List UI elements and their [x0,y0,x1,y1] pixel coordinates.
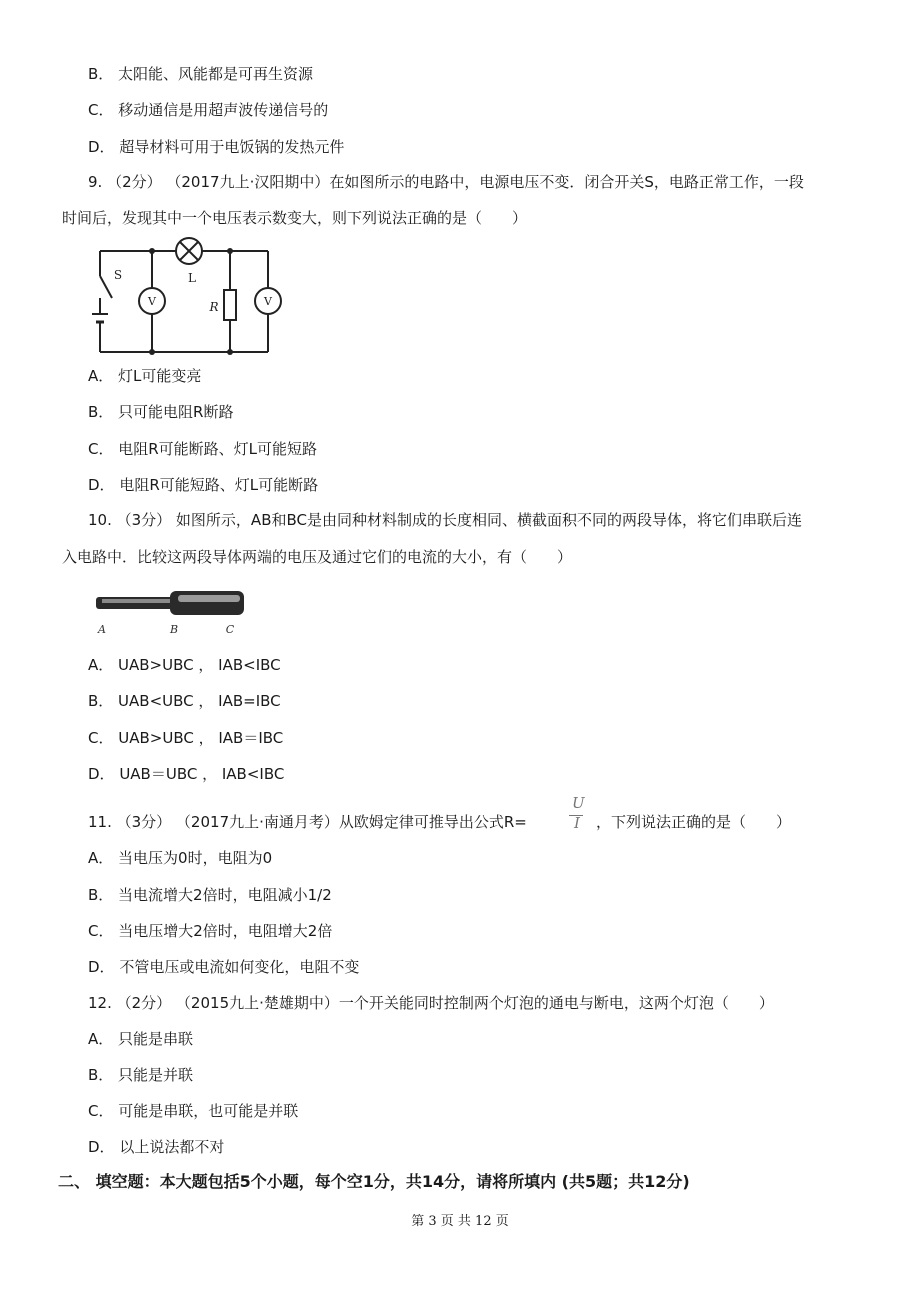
q11-stem: 11. （3分） （2017九上·南通月考）从欧姆定律可推导出公式R= [88,813,527,831]
q9-stem-cont: 时间后，发现其中一个电压表示数变大，则下列说法正确的是（ ） [62,209,528,227]
q10-option-b: B． UAB<UBC ， IAB=IBC [88,692,281,710]
q10-option-a: A． UAB>UBC ， IAB<IBC [88,656,281,674]
q10-option-c: C． UAB>UBC ， IAB＝IBC [88,729,284,747]
label-b: B [169,623,179,636]
conductor-diagram [92,588,252,640]
meter1-label: V [148,295,156,308]
q9-option-d: D． 电阻R可能短路、灯L可能断路 [88,476,319,494]
label-a: A [98,623,106,636]
q11-option-b: B． 当电流增大2倍时，电阻减小1/2 [88,886,332,904]
formula-numerator: U [572,794,585,812]
q10-option-d: D． UAB＝UBC ， IAB<IBC [88,765,285,783]
q10-stem: 10. （3分） 如图所示，AB和BC是由同种材料制成的长度相同、横截面积不同的两段导体，将它们串联后连 [88,511,802,529]
q9-option-b: B． 只可能电阻R断路 [88,403,234,421]
label-c: C [225,623,235,636]
q12-stem: 12. （2分） （2015九上·楚雄期中）一个开关能同时控制两个灯泡的通电与断电，这两个灯泡（ ） [88,994,774,1012]
q8-option-d: D． 超导材料可用于电饭锅的发热元件 [88,138,345,156]
q9-option-c: C． 电阻R可能断路、灯L可能短路 [88,440,318,458]
formula-denominator: I [574,814,580,832]
resistor-label: R [209,300,219,314]
q12-option-b: B． 只能是并联 [88,1066,194,1084]
q11-stem-tail: ，下列说法正确的是（ ） [596,813,792,831]
q12-option-c: C． 可能是串联，也可能是并联 [88,1102,299,1120]
switch-label: S [113,268,123,282]
circuit-diagram [88,234,288,358]
q9-option-a: A． 灯L可能变亮 [88,367,202,385]
q9-stem: 9. （2分） （2017九上·汉阳期中）在如图所示的电路中，电源电压不变．闭合开关S，电路正常工作，一段 [88,173,804,191]
q12-option-d: D． 以上说法都不对 [88,1138,225,1156]
q8-option-b: B． 太阳能、风能都是可再生资源 [88,65,314,83]
section-heading: 二、 填空题：本大题包括5个小题，每个空1分，共14分，请将所填内 (共5题；共12分) [58,1172,690,1191]
q12-option-a: A． 只能是串联 [88,1030,194,1048]
q11-option-a: A． 当电压为0时，电阻为0 [88,849,273,867]
q11-option-d: D． 不管电压或电流如何变化，电阻不变 [88,958,360,976]
q8-option-c: C． 移动通信是用超声波传递信号的 [88,101,329,119]
q11-option-c: C． 当电压增大2倍时，电阻增大2倍 [88,922,333,940]
meter2-label: V [264,295,272,308]
q10-stem-cont: 入电路中．比较这两段导体两端的电压及通过它们的电流的大小，有（ ） [62,548,573,566]
lamp-label: L [188,271,196,285]
page-footer: 第 3 页 共 12 页 [411,1214,509,1229]
